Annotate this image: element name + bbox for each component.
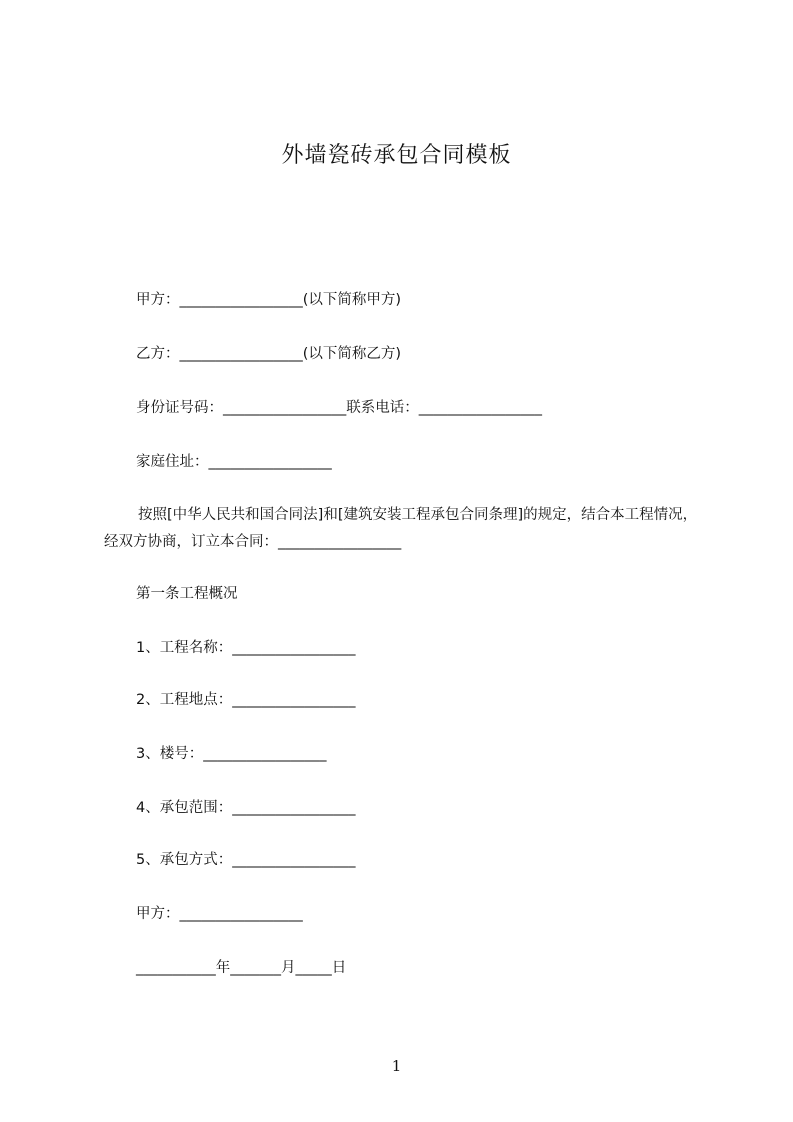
document-title: 外墙瓷砖承包合同模板 xyxy=(281,143,512,168)
project-location-line: 2、工程地点：_________________ xyxy=(136,692,356,708)
contract-scope-line: 4、承包范围：_________________ xyxy=(136,800,356,816)
intro-paragraph-text: 按照[中华人民共和国合同法]和[建筑安装工程承包合同条理]的规定，结合本工程情况，经双方协商，订立本合同：_________________ xyxy=(104,507,698,550)
building-number-line: 3、楼号：_________________ xyxy=(136,746,327,762)
party-b-line: 乙方：_________________(以下简称乙方) xyxy=(136,346,402,362)
page-number: 1 xyxy=(391,1057,402,1075)
intro-paragraph xyxy=(104,502,704,556)
id-phone-line: 身份证号码：_________________联系电话：_________________ xyxy=(136,400,542,416)
date-line: ___________年_______月_____日 xyxy=(136,960,347,976)
section1-heading: 第一条工程概况 xyxy=(136,586,238,602)
contract-method-line: 5、承包方式：_________________ xyxy=(136,852,356,868)
project-name-line: 1、工程名称：_________________ xyxy=(136,640,356,656)
party-a-signature-line: 甲方：_________________ xyxy=(136,906,303,922)
party-a-line: 甲方：_________________(以下简称甲方) xyxy=(136,292,402,308)
address-line: 家庭住址：_________________ xyxy=(136,454,332,470)
